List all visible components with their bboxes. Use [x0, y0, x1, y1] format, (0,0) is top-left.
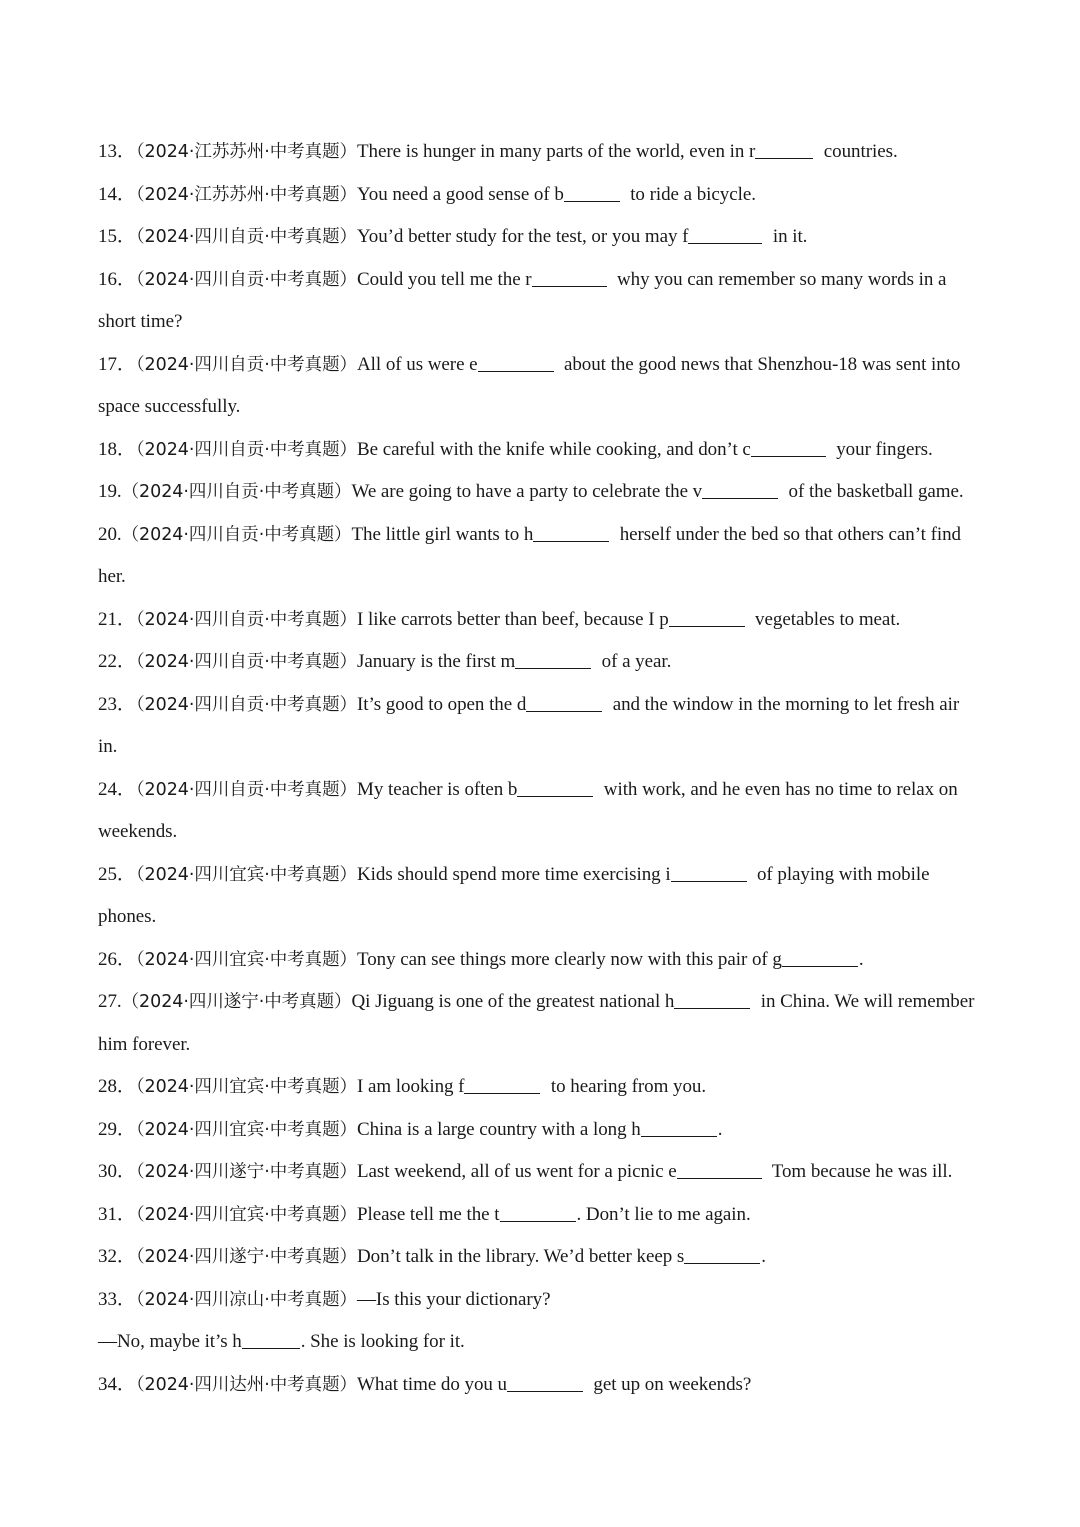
question-text: weekends. — [98, 821, 178, 842]
question-text: Please tell me the t — [356, 1203, 500, 1225]
question-source: （2024·四川达州·中考真题） — [135, 1374, 357, 1395]
question-number: 21． — [98, 608, 136, 630]
question-text-after-blank: Tom because he was ill. — [762, 1161, 953, 1182]
answer-blank — [500, 1203, 576, 1221]
question-continuation — [98, 896, 984, 939]
question-source: （2024·四川遂宁·中考真题） — [121, 992, 352, 1012]
question-item — [98, 854, 984, 897]
question-number: 14． — [98, 183, 136, 205]
answer-blank — [478, 353, 554, 371]
question-text-after-blank: . — [858, 948, 864, 970]
question-source: （2024·四川自贡·中考真题） — [135, 779, 357, 800]
question-item — [98, 981, 984, 1024]
question-text: Kids should spend more time exercising i — [356, 863, 671, 885]
question-text: What time do you u — [356, 1373, 507, 1395]
question-source: （2024·四川自贡·中考真题） — [135, 694, 357, 715]
question-text-after-blank: in China. We will remember — [751, 991, 975, 1012]
question-item — [98, 131, 984, 174]
answer-blank — [782, 948, 858, 966]
question-text: The little girl wants to h — [351, 523, 534, 545]
question-item — [98, 1151, 984, 1194]
question-text: You need a good sense of b — [356, 183, 564, 205]
question-item — [98, 429, 984, 472]
question-source: （2024·四川宜宾·中考真题） — [135, 1119, 357, 1140]
question-number: 28． — [98, 1076, 136, 1097]
question-number: 32． — [98, 1246, 136, 1267]
question-item — [98, 939, 984, 982]
question-text: Could you tell me the r — [356, 268, 532, 290]
question-text-after-blank: vegetables to meat. — [745, 608, 901, 630]
answer-blank — [669, 608, 745, 626]
question-source: （2024·四川宜宾·中考真题） — [135, 1204, 357, 1225]
question-number: 34． — [98, 1373, 136, 1395]
question-number: 31． — [98, 1203, 136, 1225]
question-text-after-blank: and the window in the morning to let fresh air — [603, 693, 960, 715]
answer-blank — [688, 226, 762, 244]
question-number: 29． — [98, 1118, 136, 1140]
question-source: （2024·四川自贡·中考真题） — [121, 482, 352, 502]
question-text-after-blank: of a year. — [592, 651, 672, 672]
question-text: It’s good to open the d — [356, 693, 527, 715]
answer-blank — [515, 651, 591, 669]
question-continuation — [98, 1024, 984, 1067]
answer-blank — [641, 1118, 717, 1136]
question-text-after-blank: of playing with mobile — [747, 863, 930, 885]
question-item — [98, 769, 984, 812]
question-text-after-blank: . Don’t lie to me again. — [576, 1203, 751, 1225]
question-text: in. — [98, 736, 118, 757]
answer-blank — [533, 523, 609, 541]
question-source: （2024·四川遂宁·中考真题） — [135, 1162, 357, 1182]
question-number: 20. — [98, 523, 122, 545]
question-source: （2024·四川自贡·中考真题） — [135, 269, 357, 290]
question-text-after-blank: about the good news that Shenzhou-18 was sent into — [554, 353, 961, 375]
question-text: I like carrots better than beef, because I p — [356, 608, 669, 630]
question-source: （2024·江苏苏州·中考真题） — [135, 142, 357, 162]
question-continuation — [98, 556, 984, 599]
question-text: My teacher is often b — [356, 778, 518, 800]
question-text-after-blank: to hearing from you. — [541, 1076, 707, 1097]
question-text: space successfully. — [98, 396, 241, 417]
answer-blank — [751, 438, 826, 456]
question-text: All of us were e — [356, 353, 478, 375]
question-item — [98, 1194, 984, 1237]
question-item — [98, 1109, 984, 1152]
question-number: 18． — [98, 438, 136, 460]
question-text: I am looking f — [356, 1076, 465, 1097]
question-item — [98, 684, 984, 727]
question-continuation — [98, 811, 984, 854]
question-source: （2024·四川自贡·中考真题） — [135, 354, 357, 375]
question-number: 27. — [98, 991, 122, 1012]
question-text: him forever. — [98, 1033, 191, 1055]
question-source: （2024·四川遂宁·中考真题） — [135, 1247, 357, 1267]
question-continuation — [98, 726, 984, 769]
question-source: （2024·四川凉山·中考真题） — [135, 1289, 357, 1310]
question-item — [98, 259, 984, 302]
question-text: Qi Jiguang is one of the greatest national h — [351, 991, 675, 1012]
question-text: her. — [98, 566, 126, 587]
question-text-after-blank: countries. — [814, 141, 898, 162]
question-continuation — [98, 1321, 984, 1364]
question-item — [98, 216, 984, 259]
question-number: 23． — [98, 693, 136, 715]
question-text: China is a large country with a long h — [356, 1118, 641, 1140]
question-number: 22． — [98, 651, 136, 672]
question-text-after-blank: . — [717, 1118, 723, 1140]
question-text: Be careful with the knife while cooking, and don’t c — [356, 438, 751, 460]
question-number: 26． — [98, 948, 136, 970]
question-text: Don’t talk in the library. We’d better keep s — [356, 1246, 685, 1267]
question-item — [98, 1066, 984, 1109]
exercise-page — [98, 131, 984, 1406]
answer-blank — [532, 268, 607, 286]
question-number: 30． — [98, 1161, 136, 1182]
answer-blank — [702, 481, 778, 499]
answer-blank — [517, 778, 593, 796]
answer-blank — [507, 1373, 583, 1391]
question-list — [98, 131, 984, 1406]
question-text: We are going to have a party to celebrate the v — [351, 481, 703, 502]
question-item — [98, 344, 984, 387]
question-text-after-blank: why you can remember so many words in a — [607, 268, 947, 290]
question-number: 19. — [98, 481, 122, 502]
answer-blank — [755, 141, 813, 159]
question-source: （2024·四川自贡·中考真题） — [135, 227, 357, 247]
question-text: Last weekend, all of us went for a picnic e — [356, 1161, 677, 1182]
question-item — [98, 514, 984, 557]
question-number: 13． — [98, 141, 136, 162]
question-number: 16． — [98, 268, 136, 290]
question-text-after-blank: of the basketball game. — [779, 481, 964, 502]
question-continuation — [98, 301, 984, 344]
question-text: There is hunger in many parts of the world, even in r — [356, 141, 756, 162]
question-text-after-blank: to ride a bicycle. — [620, 183, 756, 205]
question-text-after-blank: in it. — [763, 226, 808, 247]
question-source: （2024·四川宜宾·中考真题） — [135, 949, 357, 970]
answer-blank — [674, 991, 750, 1009]
question-source: （2024·四川宜宾·中考真题） — [135, 864, 357, 885]
answer-blank — [242, 1331, 300, 1349]
question-text-after-blank: . She is looking for it. — [300, 1331, 465, 1352]
question-text: —Is this your dictionary? — [356, 1288, 551, 1310]
question-number: 15． — [98, 226, 136, 247]
question-number: 25． — [98, 863, 136, 885]
question-number: 17． — [98, 353, 136, 375]
question-text: January is the first m — [356, 651, 516, 672]
question-number: 33． — [98, 1288, 136, 1310]
question-item — [98, 1364, 984, 1407]
question-text-after-blank: herself under the bed so that others can’t find — [610, 523, 961, 545]
question-number: 24． — [98, 778, 136, 800]
question-text: short time? — [98, 311, 183, 332]
question-source: （2024·四川宜宾·中考真题） — [135, 1077, 357, 1097]
question-item — [98, 471, 984, 514]
question-text: Tony can see things more clearly now with this pair of g — [356, 948, 782, 970]
question-text: —No, maybe it’s h — [98, 1331, 242, 1352]
answer-blank — [671, 863, 747, 881]
question-source: （2024·四川自贡·中考真题） — [135, 652, 357, 672]
question-item — [98, 1236, 984, 1279]
question-text: You’d better study for the test, or you may f — [356, 226, 689, 247]
answer-blank — [464, 1076, 540, 1094]
answer-blank — [684, 1246, 760, 1264]
answer-blank — [564, 183, 620, 201]
question-item — [98, 641, 984, 684]
question-text-after-blank: get up on weekends? — [584, 1373, 752, 1395]
question-text-after-blank: with work, and he even has no time to relax on — [594, 778, 958, 800]
question-source: （2024·四川自贡·中考真题） — [135, 439, 357, 460]
question-continuation — [98, 386, 984, 429]
question-source: （2024·四川自贡·中考真题） — [121, 524, 352, 545]
question-source: （2024·江苏苏州·中考真题） — [135, 184, 357, 205]
question-item — [98, 599, 984, 642]
question-text-after-blank: your fingers. — [826, 438, 933, 460]
answer-blank — [677, 1161, 762, 1179]
question-source: （2024·四川自贡·中考真题） — [135, 609, 357, 630]
question-text-after-blank: . — [761, 1246, 766, 1267]
answer-blank — [526, 693, 602, 711]
question-item — [98, 174, 984, 217]
question-text: phones. — [98, 906, 157, 927]
question-item — [98, 1279, 984, 1322]
